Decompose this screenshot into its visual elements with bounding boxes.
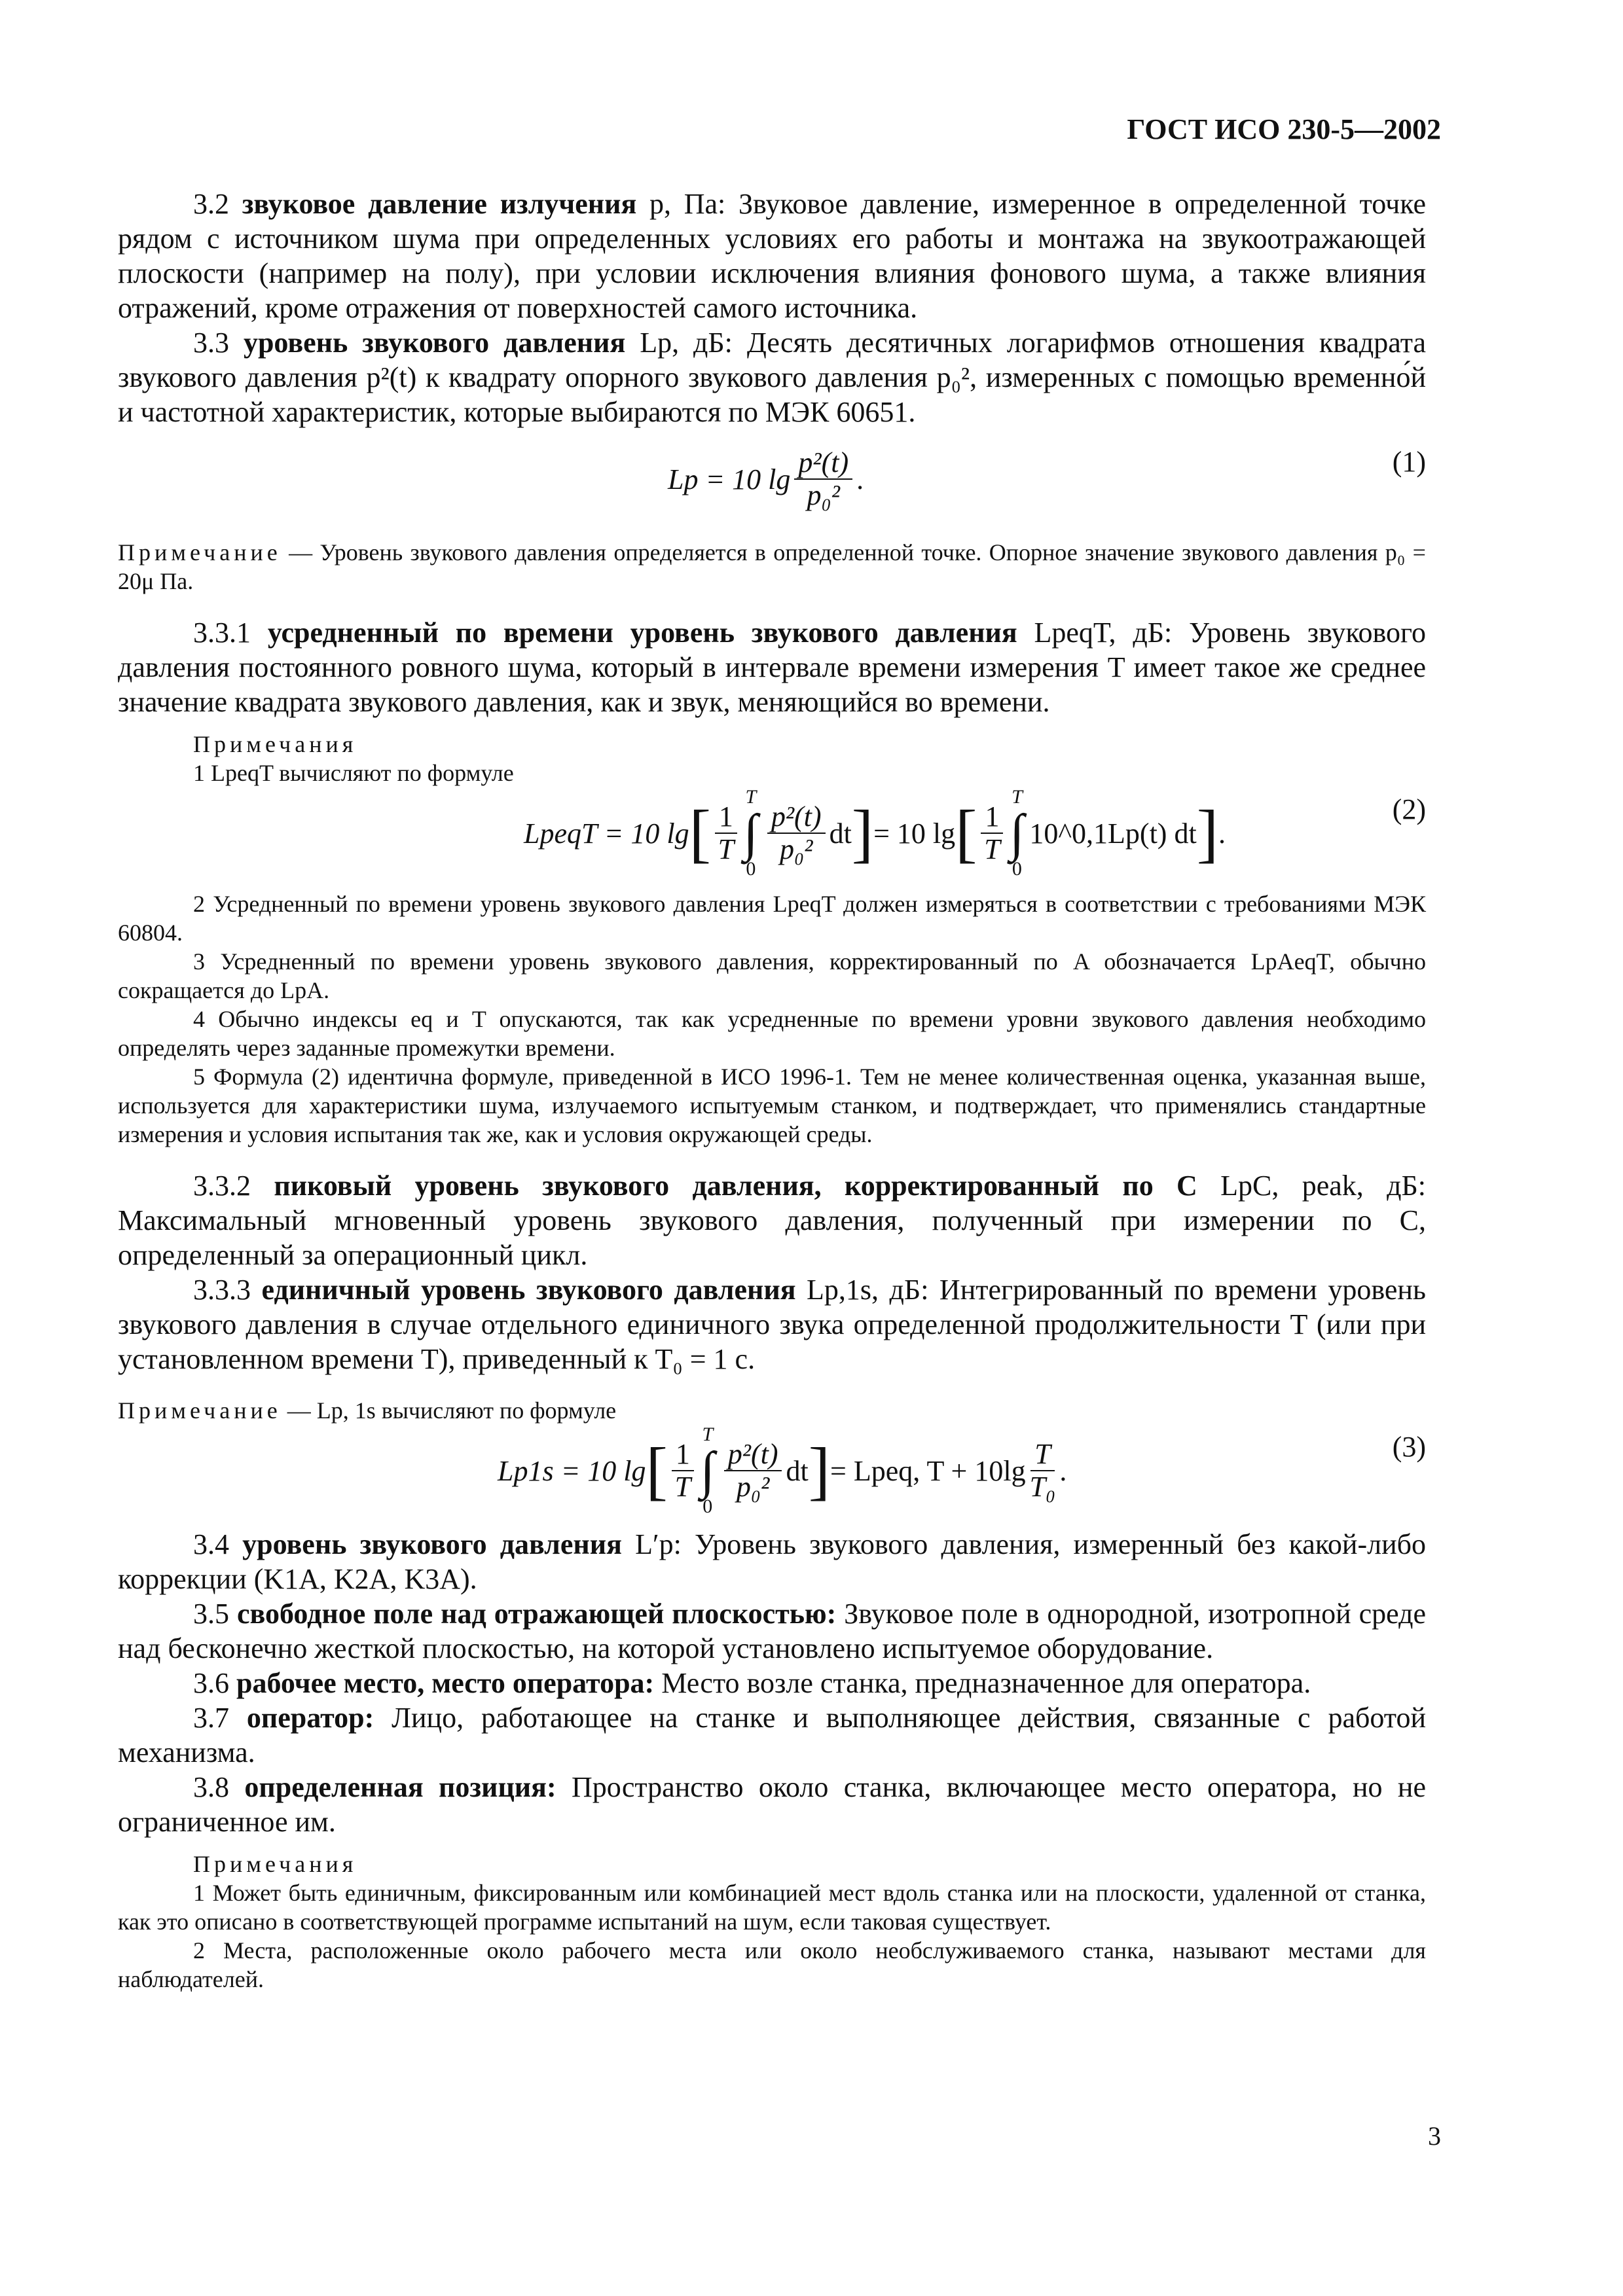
- note-label: Примечание: [118, 1397, 282, 1424]
- section-3-2: 3.2 звуковое давление излучения p, Па: Звуковое давление, измеренное в определенной точке рядом с источником шума при определенных условиях его работы и монтажа на звукоотражающей плоскости (например на полу), при условии исключения влияния фонового шума, а также влияния отражений, кроме отражения от поверхностей самого источника.: [118, 188, 1427, 324]
- note-item: 4 Обычно индексы eq и T опускаются, так как усредненные по времени уровни звукового давления необходимо определять через заданные промежутки времени.: [118, 1006, 1426, 1061]
- formula-1: Lp = 10 lg $\frac{\text{p²(t)}}{\text{p₀²}}$ . (1): [668, 446, 1426, 511]
- section-3-4: 3.4 уровень звукового давления L′p: Уровень звукового давления, измеренный без какой-либо коррекции (K1A, K2A, K3A).: [118, 1528, 1427, 1595]
- section-3-7: 3.7 оператор: Лицо, работающее на станке и выполняющее действия, связанные с работой механизма.: [118, 1702, 1426, 1768]
- formula-number: (3): [1392, 1431, 1426, 1463]
- note-3-3: Примечание — Уровень звукового давления определяется в определенной точке. Опорное значение звукового давления p₀ = 20μ Па.: [118, 539, 1426, 594]
- section-3-3-3: 3.3.3 единичный уровень звукового давления Lp,1s, дБ: Интегрированный по времени уровень звукового давления в случае отдельного единичного звука определенной продолжительности T (или при установленном времени T), приведенный к T₀ = 1 с.: [118, 1274, 1426, 1375]
- term: звуковое давление излучения: [242, 188, 637, 220]
- note-label: Примечание: [118, 539, 282, 565]
- note-item: 2 Места, расположенные около рабочего места или около необслуживаемого станка, называют местами для наблюдателей.: [118, 1937, 1426, 1992]
- document-header: ГОСТ ИСО 230-5—2002: [1127, 113, 1441, 145]
- term: оператор:: [246, 1702, 374, 1734]
- formula-number: (2): [1392, 793, 1426, 825]
- note-item: 5 Формула (2) идентична формуле, приведенной в ИСО 1996-1. Тем не менее количественная оценка, указанная выше, используется для характеристики шума, излучаемого испытуемым станком, и подтверждает, что применялись стандартные измерения и условия испытания так же, как и условия окружающей среды.: [118, 1064, 1426, 1147]
- notes-label: Примечания: [193, 731, 357, 757]
- note-item: 2 Усредненный по времени уровень звукового давления LpeqT должен измеряться в соответствии с требованиями МЭК 60804.: [118, 891, 1426, 946]
- formula-3: Lp1s = 10 lg [ $\frac{1}{T}$ T ∫ 0 $\frac{\text{p²(t)}}{\text{p₀²}}$ dt ] = Lpeq, T + 10lg $\frac{T}{\text{T₀}}$ . (3): [498, 1424, 1426, 1517]
- term: уровень звукового давления: [243, 327, 626, 359]
- section-3-5: 3.5 свободное поле над отражающей плоскостью: Звуковое поле в однородной, изотропной среде над бесконечно жесткой плоскостью, на которой установлено испытуемое оборудование.: [118, 1598, 1427, 1664]
- section-3-3-2: 3.3.2 пиковый уровень звукового давления, корректированный по C LpC, peak, дБ: Максимальный мгновенный уровень звукового давления, полученный при измерении по C, определенный за операционный цикл.: [118, 1170, 1427, 1271]
- formula-number: (1): [1392, 446, 1426, 478]
- note-item: 1 LpeqT вычисляют по формуле: [193, 760, 514, 786]
- section-3-3-1: 3.3.1 усредненный по времени уровень звукового давления LpeqT, дБ: Уровень звукового давления постоянного ровного шума, который в интервале времени измерения T имеет такое же среднее значение квадрата звукового давления, как и звук, меняющийся во времени.: [118, 617, 1426, 718]
- note-3-3-3: Примечание — Lp, 1s вычисляют по формуле: [118, 1397, 617, 1424]
- note-item: 1 Может быть единичным, фиксированным или комбинацией мест вдоль станка или на плоскости, удаленной от станка, как это описано в соответствующей программе испытаний на шум, если таковая существует.: [118, 1880, 1426, 1935]
- term: уровень звукового давления: [242, 1528, 622, 1560]
- notes-label: Примечания: [193, 1851, 357, 1877]
- term: рабочее место, место оператора:: [236, 1667, 655, 1699]
- formula-2: LpeqT = 10 lg [ $\frac{1}{T}$ T ∫ 0 $\frac{\text{p²(t)}}{\text{p₀²}}$ dt ] = 10 lg [ $\frac{1}{T}$ T ∫ 0 10^0,1Lp(t) dt ] . (2): [524, 786, 1426, 880]
- page-number: 3: [1428, 2121, 1441, 2151]
- term: единичный уровень звукового давления: [261, 1274, 796, 1306]
- document-body: [118, 187, 1426, 1994]
- term: усредненный по времени уровень звукового давления: [267, 617, 1017, 649]
- term: свободное поле над отражающей плоскостью:: [236, 1598, 837, 1630]
- section-3-8: 3.8 определенная позиция: Пространство около станка, включающее место оператора, но не ограниченное им.: [118, 1771, 1427, 1838]
- section-3-6: 3.6 рабочее место, место оператора: Место возле станка, предназначенное для оператора.: [193, 1667, 1311, 1699]
- formula-lhs: Lp = 10 lg: [668, 463, 791, 495]
- note-item: 3 Усредненный по времени уровень звукового давления, корректированный по A обозначается LpAeqT, обычно сокращается до LpA.: [118, 948, 1426, 1003]
- term: пиковый уровень звукового давления, корректированный по C: [274, 1170, 1197, 1202]
- formula-fraction: $\frac{\text{p²(t)}}{\text{p₀²}}$: [794, 447, 852, 511]
- term: определенная позиция:: [244, 1771, 556, 1803]
- section-3-3: 3.3 уровень звукового давления Lp, дБ: Десять десятичных логарифмов отношения квадрата звукового давления p²(t) к квадрату опорного звукового давления p₀², измеренных с помощью временно́й и частотной характеристик, которые выбираются по МЭК 60651.: [118, 327, 1426, 428]
